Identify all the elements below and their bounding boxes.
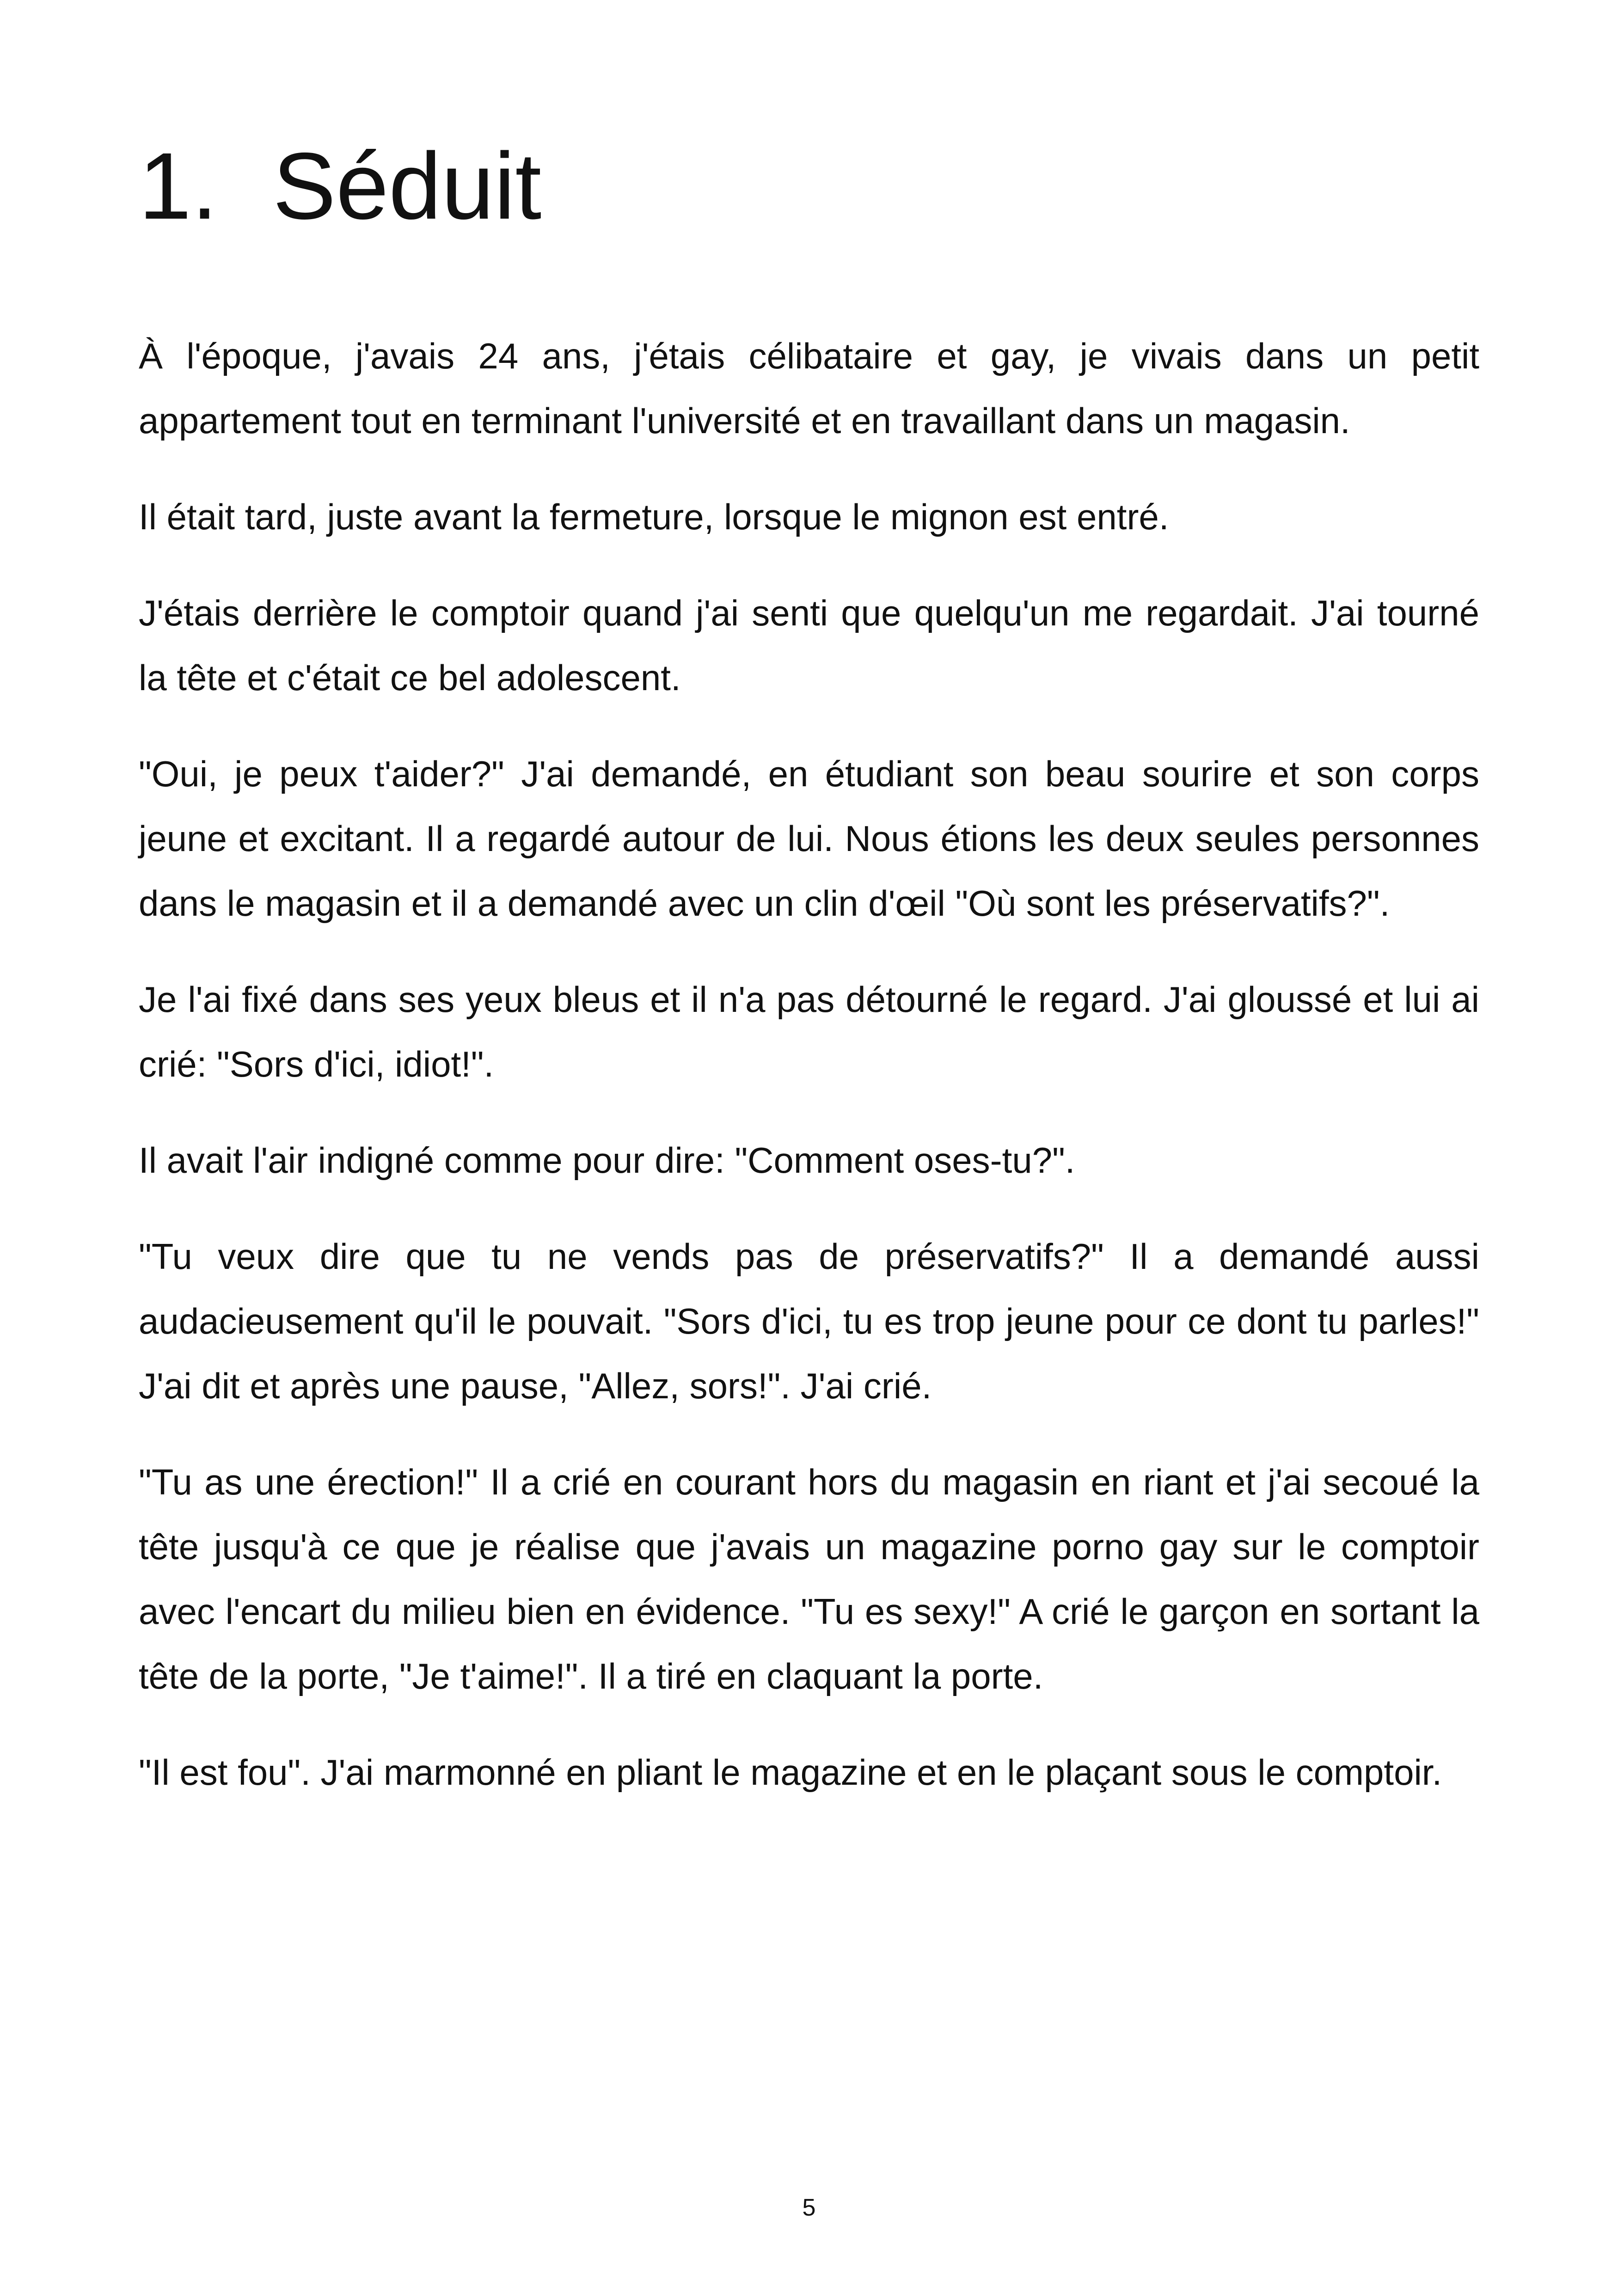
paragraph: J'étais derrière le comptoir quand j'ai senti que quelqu'un me regardait. J'ai tourné la tête et c'était ce bel adolescent.	[139, 593, 1479, 698]
chapter-title: Séduit	[273, 133, 542, 239]
paragraph: "Oui, je peux t'aider?" J'ai demandé, en étudiant son beau sourire et son corps jeune et excitant. Il a regardé autour de lui. Nous étions les deux seules personnes dans le magasin et il a demandé avec un clin d'œil "Où sont les préservatifs?".	[139, 753, 1479, 924]
paragraph: "Il est fou". J'ai marmonné en pliant le magazine et en le plaçant sous le comptoir.	[139, 1752, 1442, 1793]
paragraph: "Tu veux dire que tu ne vends pas de préservatifs?" Il a demandé aussi audacieusement qu'il le pouvait. "Sors d'ici, tu es trop jeune pour ce dont tu parles!" J'ai dit et après une pause, "Allez, sors!". J'ai crié.	[139, 1236, 1479, 1406]
paragraph: Il était tard, juste avant la fermeture, lorsque le mignon est entré.	[139, 496, 1169, 537]
chapter-body	[139, 324, 1479, 1836]
chapter-heading	[139, 133, 542, 239]
page-number: 5	[802, 2194, 816, 2221]
chapter-number: 1.	[139, 133, 218, 239]
paragraph: À l'époque, j'avais 24 ans, j'étais célibataire et gay, je vivais dans un petit appartement tout en terminant l'université et en travaillant dans un magasin.	[139, 336, 1479, 441]
paragraph: "Tu as une érection!" Il a crié en courant hors du magasin en riant et j'ai secoué la tête jusqu'à ce que je réalise que j'avais un magazine porno gay sur le comptoir avec l'encart du milieu bien en évidence. "Tu es sexy!" A crié le garçon en sortant la tête de la porte, "Je t'aime!". Il a tiré en claquant la porte.	[139, 1462, 1479, 1696]
paragraph: Je l'ai fixé dans ses yeux bleus et il n'a pas détourné le regard. J'ai gloussé et lui ai crié: "Sors d'ici, idiot!".	[139, 979, 1479, 1084]
paragraph: Il avait l'air indigné comme pour dire: "Comment oses-tu?".	[139, 1140, 1075, 1181]
